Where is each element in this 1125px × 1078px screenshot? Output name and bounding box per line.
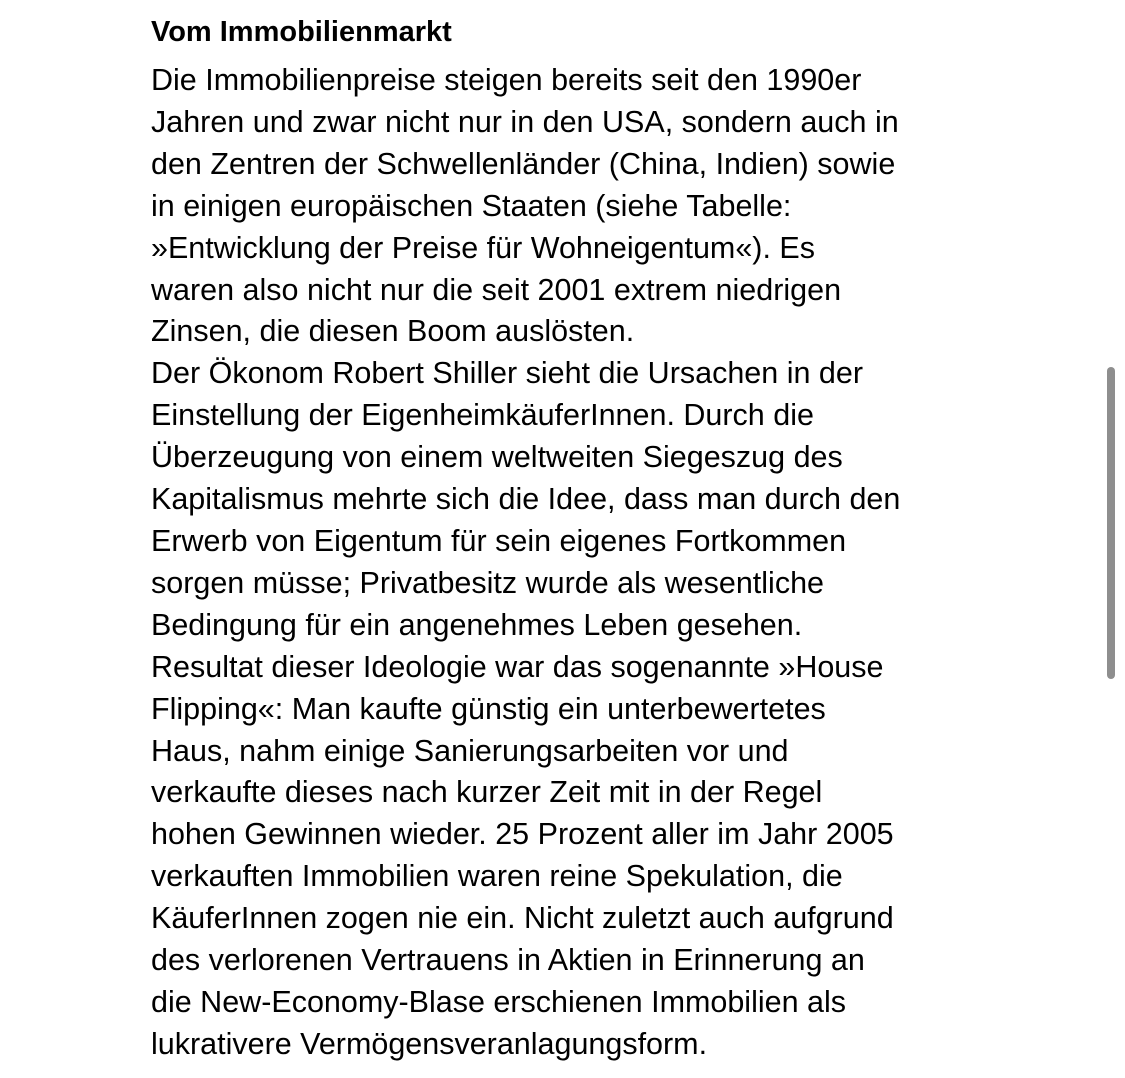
text-line: den Zentren der Schwellenländer (China, Indien) sowie	[151, 146, 896, 181]
text-line: Jahren und zwar nicht nur in den USA, sondern auch in	[151, 104, 899, 139]
text-line: Bedingung für ein angenehmes Leben gesehen.	[151, 607, 803, 642]
text-line: sorgen müsse; Privatbesitz wurde als wesentliche	[151, 565, 824, 600]
article	[151, 12, 1031, 1066]
text-line: in einigen europäischen Staaten (siehe Tabelle:	[151, 188, 792, 223]
text-line: »Entwicklung der Preise für Wohneigentum«). Es	[151, 230, 815, 265]
text-line: verkaufte dieses nach kurzer Zeit mit in der Regel	[151, 775, 823, 810]
text-line: Überzeugung von einem weltweiten Siegeszug des	[151, 440, 843, 475]
text-line: Zinsen, die diesen Boom auslösten.	[151, 314, 635, 349]
article-body	[151, 60, 1031, 1066]
text-line: hohen Gewinnen wieder. 25 Prozent aller im Jahr 2005	[151, 817, 894, 852]
text-line: Flipping«: Man kaufte günstig ein unterbewertetes	[151, 691, 826, 726]
text-line: Die Immobilienpreise steigen bereits seit den 1990er	[151, 63, 862, 97]
text-line: KäuferInnen zogen nie ein. Nicht zuletzt auch aufgrund	[151, 901, 894, 936]
text-line: verkauften Immobilien waren reine Spekulation, die	[151, 859, 843, 894]
text-line: Einstellung der EigenheimkäuferInnen. Durch die	[151, 398, 814, 433]
text-line: Erwerb von Eigentum für sein eigenes Fortkommen	[151, 523, 847, 558]
text-line: Der Ökonom Robert Shiller sieht die Ursachen in der	[151, 356, 863, 391]
text-line: die New-Economy-Blase erschienen Immobilien als	[151, 984, 847, 1019]
text-line: Haus, nahm einige Sanierungsarbeiten vor und	[151, 733, 789, 768]
text-line: des verlorenen Vertrauens in Aktien in Erinnerung an	[151, 943, 865, 978]
article-heading: Vom Immobilienmarkt	[151, 16, 452, 48]
text-line: Resultat dieser Ideologie war das sogenannte »House	[151, 649, 884, 684]
scrollbar-thumb[interactable]	[1107, 367, 1115, 679]
text-line: Kapitalismus mehrte sich die Idee, dass man durch den	[151, 482, 901, 517]
text-line: lukrativere Vermögensveranlagungsform.	[151, 1026, 708, 1061]
text-line: waren also nicht nur die seit 2001 extrem niedrigen	[151, 272, 842, 307]
